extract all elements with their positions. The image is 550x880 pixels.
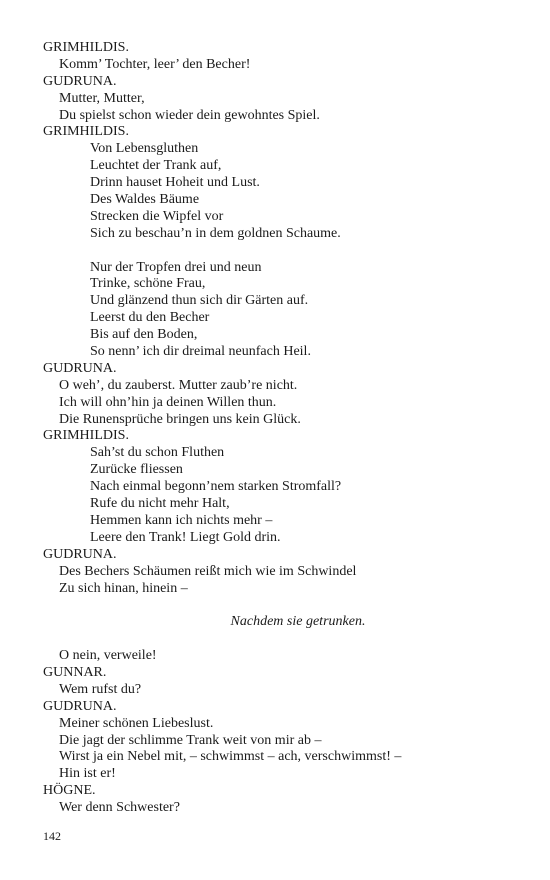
stage-direction: Nachdem sie getrunken.: [230, 614, 366, 630]
verse-line: Wirst ja ein Nebel mit, – schwimmst – ach, verschwimmst! –: [59, 749, 402, 765]
speaker-name: GUNNAR.: [43, 664, 107, 680]
verse-line: Meiner schönen Liebeslust.: [59, 715, 214, 731]
verse-line: Die jagt der schlimme Trank weit von mir ab –: [59, 732, 322, 748]
verse-line-indented: Leerst du den Becher: [90, 310, 210, 326]
verse-line-indented: Leere den Trank! Liegt Gold drin.: [90, 529, 281, 545]
speaker-name: HÖGNE.: [43, 783, 96, 799]
verse-line: O weh’, du zauberst. Mutter zaub’re nicht.: [59, 377, 298, 393]
stanza-gap: [43, 243, 523, 260]
verse-line-indented: Zurücke fliessen: [90, 462, 183, 478]
speaker-name: GRIMHILDIS.: [43, 124, 129, 140]
verse-line-indented: Strecken die Wipfel vor: [90, 208, 224, 224]
verse-line: Du spielst schon wieder dein gewohntes Spiel.: [59, 107, 320, 123]
speaker-name: GUDRUNA.: [43, 698, 117, 714]
verse-line: Zu sich hinan, hinein –: [59, 580, 188, 596]
verse-line-indented: Leuchtet der Trank auf,: [90, 158, 222, 174]
verse-line-indented: Sah’st du schon Fluthen: [90, 445, 225, 461]
verse-line: Hin ist er!: [59, 766, 116, 782]
speaker-name: GRIMHILDIS.: [43, 428, 129, 444]
verse-line: Wer denn Schwester?: [59, 800, 180, 816]
verse-line: Ich will ohn’hin ja deinen Willen thun.: [59, 394, 277, 410]
stanza-gap: [43, 631, 523, 648]
verse-line-indented: Nach einmal begonn’nem starken Stromfall?: [90, 479, 342, 495]
speaker-name: GRIMHILDIS.: [43, 40, 129, 55]
speaker-name: GUDRUNA.: [43, 73, 117, 89]
verse-line-indented: Und glänzend thun sich dir Gärten auf.: [90, 293, 309, 309]
page-number: 142: [43, 829, 61, 843]
verse-line-indented: Von Lebensgluthen: [90, 141, 199, 157]
verse-line-indented: Drinn hauset Hoheit und Lust.: [90, 175, 260, 191]
verse-line-indented: Des Waldes Bäume: [90, 192, 200, 208]
verse-line-indented: Sich zu beschau’n in dem goldnen Schaume.: [90, 225, 341, 241]
verse-line: Wem rufst du?: [59, 681, 142, 697]
verse-line-indented: Trinke, schöne Frau,: [90, 276, 206, 292]
verse-line-indented: Rufe du nicht mehr Halt,: [90, 496, 230, 512]
verse-line: O nein, verweile!: [59, 648, 157, 664]
speaker-name: GUDRUNA.: [43, 546, 117, 562]
verse-line: Die Runensprüche bringen uns kein Glück.: [59, 411, 301, 427]
verse-line: Des Bechers Schäumen reißt mich wie im Schwindel: [59, 563, 357, 579]
speaker-name: GUDRUNA.: [43, 360, 117, 376]
play-text: [43, 40, 523, 817]
verse-line-indented: Hemmen kann ich nichts mehr –: [90, 512, 273, 528]
stanza-gap: [43, 597, 523, 614]
verse-line-indented: So nenn’ ich dir dreimal neunfach Heil.: [90, 344, 311, 360]
verse-line: Komm’ Tochter, leer’ den Becher!: [59, 56, 251, 72]
verse-line-indented: Bis auf den Boden,: [90, 327, 198, 343]
verse-line-indented: Nur der Tropfen drei und neun: [90, 259, 262, 275]
verse-line: Mutter, Mutter,: [59, 90, 145, 106]
